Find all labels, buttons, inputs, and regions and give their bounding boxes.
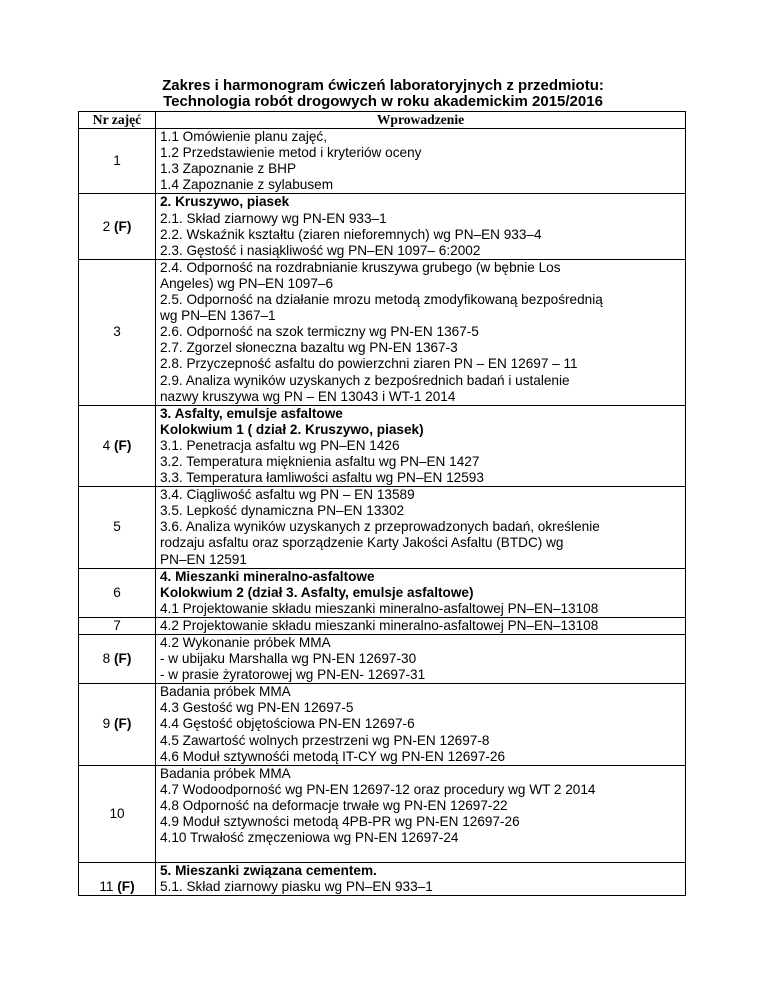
row-nr: 11 (F) — [79, 863, 156, 896]
row-nr: 1 — [79, 129, 156, 194]
table-row — [79, 635, 686, 684]
table-row — [79, 405, 686, 486]
header-topic: Wprowadzenie — [156, 112, 686, 129]
table-row — [79, 259, 686, 405]
row-content: 5. Mieszanki związana cementem. 5.1. Skład ziarnowy piasku wg PN–EN 933–1 — [156, 863, 686, 896]
row-content: 3. Asfalty, emulsje asfaltowe Kolokwium 1 ( dział 2. Kruszywo, piasek) 3.1. Penetracja asfaltu wg PN–EN 1426 3.2. Temperatura mięknienia asfaltu wg PN–EN 1427 3.3. Temperatura łamliwości asfaltu wg PN–EN 12593 — [156, 405, 686, 486]
row-nr: 6 — [79, 568, 156, 617]
schedule-table — [78, 111, 686, 896]
row-content: Badania próbek MMA 4.3 Gestość wg PN-EN 12697-5 4.4 Gęstość objętościowa PN-EN 12697-6 4.5 Zawartość wolnych przestrzeni wg PN-EN 12697-8 4.6 Moduł sztywnośći metodą IT-CY wg PN-EN 12697-26 — [156, 684, 686, 765]
row-content: 2.4. Odporność na rozdrabnianie kruszywa grubego (w bębnie Los Angeles) wg PN–EN 1097–6 2.5. Odporność na działanie mrozu metodą zmodyfikowaną bezpośrednią wg PN–EN 1367–1 2.6. Odporność na szok termiczny wg PN-EN 1367-5 2.7. Zgorzel słoneczna bazaltu wg PN-EN 1367-3 2.8. Przyczepność asfaltu do powierzchni ziaren PN – EN 12697 – 11 2.9. Analiza wyników uzyskanych z bezpośrednich badań i ustalenie nazwy kruszywa wg PN – EN 13043 i WT-1 2014 — [156, 259, 686, 405]
table-row — [79, 863, 686, 896]
row-content: 3.4. Ciągliwość asfaltu wg PN – EN 13589 3.5. Lepkość dynamiczna PN–EN 13302 3.6. Analiza wyników uzyskanych z przeprowadzonych badań, określenie rodzaju asfaltu oraz sporządzenie Karty Jakości Asfaltu (BTDC) wg PN–EN 12591 — [156, 487, 686, 568]
row-nr: 7 — [79, 617, 156, 634]
row-content: 1.1 Omówienie planu zajęć, 1.2 Przedstawienie metod i kryteriów oceny 1.3 Zapoznanie z BHP 1.4 Zapoznanie z sylabusem — [156, 129, 686, 194]
row-content: 4. Mieszanki mineralno-asfaltowe Kolokwium 2 (dział 3. Asfalty, emulsje asfaltowe) 4.1 Projektowanie składu mieszanki mineralno-asfaltowej PN–EN–13108 — [156, 568, 686, 617]
row-nr: 9 (F) — [79, 684, 156, 765]
table-row — [79, 568, 686, 617]
row-content: 4.2 Projektowanie składu mieszanki mineralno-asfaltowej PN–EN–13108 — [156, 617, 686, 634]
table-row — [79, 129, 686, 194]
title-line-1: Zakres i harmonogram ćwiczeń laboratoryjnych z przedmiotu: — [162, 77, 604, 94]
row-nr: 3 — [79, 259, 156, 405]
row-nr: 4 (F) — [79, 405, 156, 486]
header-nr: Nr zajęć — [79, 112, 156, 129]
row-content: 2. Kruszywo, piasek 2.1. Skład ziarnowy wg PN-EN 933–1 2.2. Wskaźnik kształtu (ziaren nieforemnych) wg PN–EN 933–4 2.3. Gęstość i nasiąkliwość wg PN–EN 1097– 6:2002 — [156, 194, 686, 259]
row-nr: 5 — [79, 487, 156, 568]
table-row — [79, 487, 686, 568]
row-nr: 10 — [79, 765, 156, 862]
document-title — [78, 78, 688, 110]
table-row — [79, 765, 686, 862]
table-row — [79, 194, 686, 259]
table-row — [79, 617, 686, 634]
table-row — [79, 684, 686, 765]
table-header-row — [79, 112, 686, 129]
row-content: Badania próbek MMA 4.7 Wodoodporność wg PN-EN 12697-12 oraz procedury wg WT 2 2014 4.8 Odporność na deformacje trwałe wg PN-EN 12697-22 4.9 Moduł sztywności metodą 4PB-PR wg PN-EN 12697-26 4.10 Trwałość zmęczeniowa wg PN-EN 12697-24 — [156, 765, 686, 862]
row-nr: 2 (F) — [79, 194, 156, 259]
title-line-2: Technologia robót drogowych w roku akademickim 2015/2016 — [163, 93, 603, 110]
row-nr: 8 (F) — [79, 635, 156, 684]
row-content: 4.2 Wykonanie próbek MMA - w ubijaku Marshalla wg PN-EN 12697-30 - w prasie żyratorowej wg PN-EN- 12697-31 — [156, 635, 686, 684]
